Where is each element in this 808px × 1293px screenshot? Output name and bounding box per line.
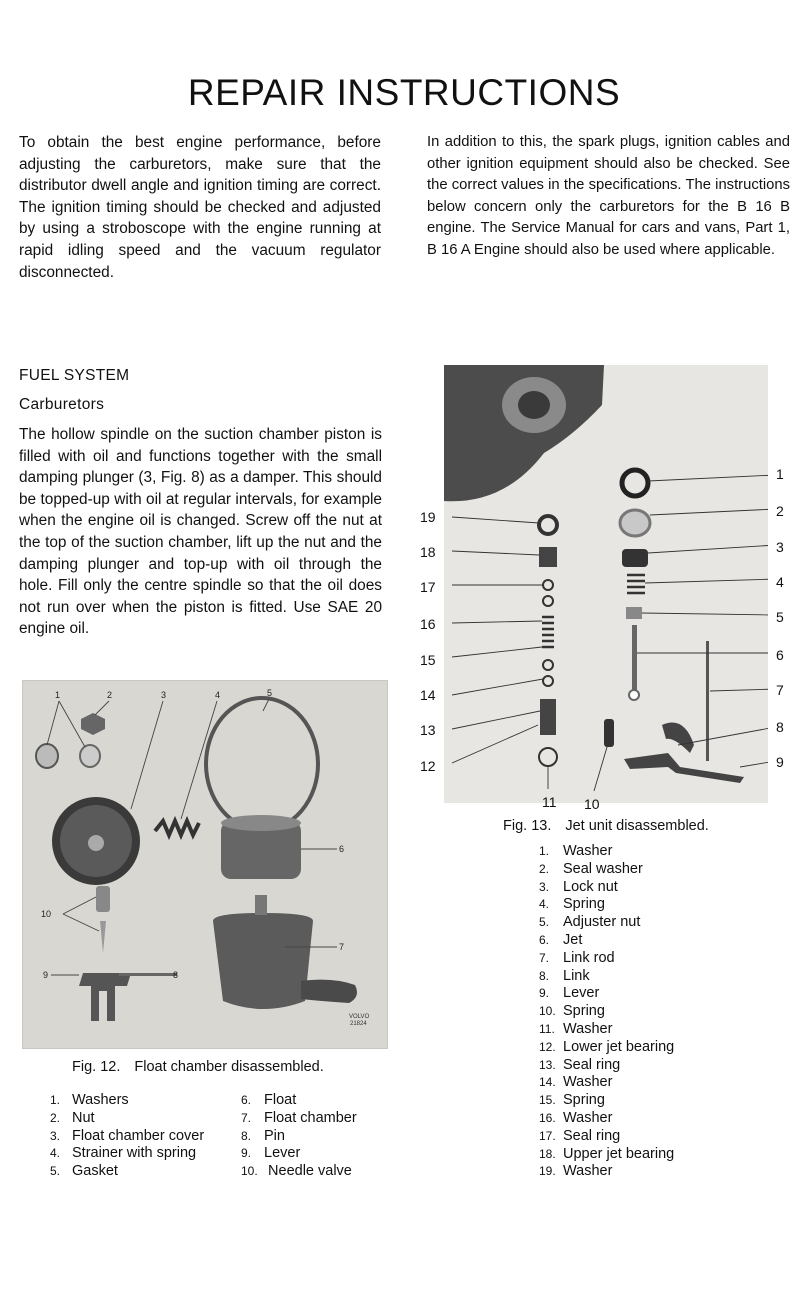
legend-item: 7. Link rod [539,949,615,966]
legend-item: 3. Lock nut [539,878,618,895]
legend-item: 2. Seal washer [539,860,643,877]
fig12-callout: 2 [107,690,113,700]
fig13-callout: 18 [420,544,436,560]
legend-item: 1. Washers [50,1092,129,1108]
legend-item: 18. Upper jet bearing [539,1145,675,1162]
legend-item: 9. Lever [539,985,600,1002]
fig12-callout: 1 [55,690,61,700]
fig13-callout: 2 [776,503,784,519]
legend-item: 5. Adjuster nut [539,914,641,931]
fig13-callout: 9 [776,754,784,770]
fig13-callout: 5 [776,609,784,625]
fig13-callout: 14 [420,687,436,703]
fig12-photo [22,680,388,1049]
fig13-caption [503,818,709,834]
fig12-legend-column-1 [50,1092,204,1181]
fig13-callout: 19 [420,509,436,525]
fig12-callout: 10 [41,909,52,919]
legend-item: 4. Spring [539,896,605,913]
legend-item: 12. Lower jet bearing [539,1038,675,1055]
fig12-label: Fig. 12. [72,1059,121,1075]
legend-item: 10. Needle valve [241,1163,352,1180]
fig13-callout: 1 [776,466,784,482]
fig13-legend [539,843,674,1181]
fig12-callout: 6 [339,844,345,854]
legend-item: 1. Washer [539,843,613,859]
washer-shape [80,745,100,767]
legend-item: 5. Gasket [50,1163,118,1180]
fig13-callout: 16 [420,616,436,632]
fig13-callout: 6 [776,647,784,663]
carburetors-paragraph: The hollow spindle on the suction chamber piston is filled with oil and functions together with the small damping plunger (3, Fig. 8) as a damper. This should be topped-up with oil at regular intervals, for example when the engine oil is changed. Screw off the nut at the top of the suction chamber, lift up the nut and the damping plunger and top-up with oil through the hole. Fill only the centre spindle so that the oil does not run over when the piston is fitted. Use SAE 20 engine oil. [19,426,382,638]
fig13-callout: 12 [420,758,436,774]
legend-item: 9. Lever [241,1145,301,1162]
nut-shape [81,713,105,735]
photo-stamp: VOLVO [349,1014,370,1020]
legend-item: 19. Washer [539,1163,613,1180]
legend-item: 13. Seal ring [539,1056,621,1073]
fig13-callout: 11 [542,794,557,810]
legend-item: 8. Pin [241,1127,285,1144]
gasket-shape [206,698,318,830]
legend-item: 2. Nut [50,1109,95,1126]
legend-item: 6. Jet [539,931,583,948]
fig12-callout: 5 [267,688,273,698]
intro-right-paragraph: In addition to this, the spark plugs, ignition cables and other ignition equipment should also be checked. See the correct values in the specifications. The instructions below concern only the carburetors for the B 16 B engine. The Service Manual for cars and vans, Part 1, B 16 A Engine should also be used where applicable. [427,134,790,258]
fuel-system-heading: FUEL SYSTEM [19,367,130,384]
legend-item: 7. Float chamber [241,1109,357,1126]
fig13-callout: 3 [776,539,784,555]
strainer-spring-shape [155,821,199,835]
fig12-callout: 7 [339,942,345,952]
fig13-callout: 17 [420,579,436,595]
legend-item: 16. Washer [539,1109,613,1126]
fig13-callout: 4 [776,574,784,590]
fig13-callout: 7 [776,682,784,698]
lever-shape [79,973,131,1021]
float-chamber-illustration [23,681,387,1048]
fig12-callout: 8 [173,970,179,980]
fig12-callout: 3 [161,690,167,700]
fig12-callout: 9 [43,970,49,980]
fig13-callout: 10 [584,796,600,812]
fig13-callout: 13 [420,722,436,738]
legend-item: 6. Float [241,1092,297,1108]
fig13-caption-text: Jet unit disassembled. [565,818,709,834]
fig13-callout: 8 [776,719,784,735]
photo-stamp: 21824 [350,1021,367,1027]
legend-item: 15. Spring [539,1092,605,1109]
fig13-callout: 15 [420,652,436,668]
fig13-callouts [418,465,808,820]
float-chamber-shape [213,913,313,1009]
legend-item: 11. Washer [539,1020,613,1037]
page-title: REPAIR INSTRUCTIONS [187,72,621,113]
fig12-caption-text: Float chamber disassembled. [134,1059,324,1075]
legend-item: 10. Spring [539,1003,605,1020]
legend-item: 17. Seal ring [539,1127,621,1144]
legend-item: 8. Link [539,967,590,984]
carburetors-heading: Carburetors [19,396,105,413]
fig13-label: Fig. 13. [503,818,552,834]
needle-valve-shape [96,886,110,912]
fig12-callout: 4 [215,690,221,700]
intro-left-paragraph: To obtain the best engine performance, before adjusting the carburetors, make sure that the distributor dwell angle and ignition timing are correct. The ignition timing should be checked and adjusted by using a stroboscope with the engine running at rapid idling speed and the vacuum regulator disconnected. [19,134,381,281]
legend-item: 3. Float chamber cover [50,1127,205,1144]
fig12-caption [72,1059,324,1075]
legend-item: 4. Strainer with spring [50,1145,197,1162]
legend-item: 14. Washer [539,1074,613,1091]
fig12-legend-column-2 [241,1092,357,1181]
pin-shape [119,973,177,976]
washer-shape [36,744,58,768]
